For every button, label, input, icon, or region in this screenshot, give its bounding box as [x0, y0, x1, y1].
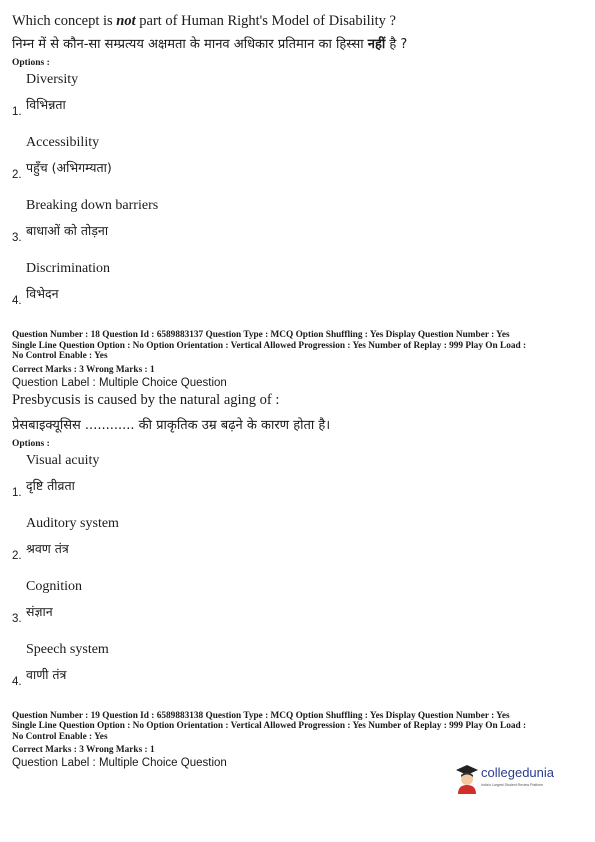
marks-line: Correct Marks : 3 Wrong Marks : 1 [12, 745, 155, 755]
option-text-en: Auditory system [26, 515, 119, 531]
option-number: 4. [12, 295, 22, 307]
question-emphasis: नहीं [367, 37, 386, 52]
question-block-2 [12, 391, 582, 701]
meta-line: Single Line Question Option : No Option Orientation : Vertical Allowed Progression : Yes Number of Replay : 999 Play On Load : [12, 721, 527, 731]
option-text-hi: दृष्टि तीव्रता [26, 477, 75, 493]
option-2[interactable] [12, 512, 582, 575]
options-label: Options : [12, 58, 50, 68]
meta-line: Question Number : 19 Question Id : 6589883138 Question Type : MCQ Option Shuffling : Yes Display Question Number : Yes [12, 710, 510, 721]
option-number: 2. [12, 549, 22, 562]
logo-tagline: India's Largest Student Review Platform [481, 783, 544, 787]
option-text-en: Accessibility [26, 135, 100, 150]
graduate-avatar-icon [455, 764, 479, 794]
question-block-1 [12, 12, 582, 320]
option-text-en: Cognition [26, 578, 83, 594]
question-emphasis: not [116, 13, 136, 29]
option-text-en: Discrimination [26, 261, 110, 276]
question-text-part: निम्न में से कौन-सा सम्प्रत्यय अक्षमता के मानव अधिकार प्रतिमान का हिस्सा [12, 37, 368, 52]
question-text-en [12, 12, 582, 30]
question-text-part: Which concept is [12, 13, 117, 29]
option-text-hi: विभिन्नता [26, 97, 66, 112]
question-text-part: है ? [385, 37, 408, 52]
meta-line: No Control Enable : Yes [12, 731, 108, 742]
option-number: 2. [12, 169, 22, 181]
option-4[interactable] [12, 638, 582, 701]
meta-line: Question Number : 18 Question Id : 6589883137 Question Type : MCQ Option Shuffling : Yes Display Question Number : Yes [12, 330, 510, 340]
question-meta-19 [12, 711, 582, 770]
option-4[interactable] [12, 257, 582, 320]
option-3[interactable] [12, 194, 582, 257]
option-number: 3. [12, 232, 22, 244]
question-meta-18 [12, 330, 582, 389]
option-text-hi: विभेदन [26, 286, 59, 301]
meta-line: No Control Enable : Yes [12, 351, 108, 361]
question-text-part: part of Human Right's Model of Disability ? [135, 13, 396, 29]
option-text-hi: बाधाओं को तोड़ना [26, 223, 109, 238]
option-number: 3. [12, 612, 22, 625]
question-text-hi [12, 36, 582, 54]
option-text-hi: पहुँच (अभिगम्यता) [26, 160, 112, 175]
question-text-en: Presbycusis is caused by the natural aging of : [12, 391, 280, 408]
option-text-hi: संज्ञान [26, 603, 53, 619]
option-number: 4. [12, 675, 22, 688]
question-label: Question Label : Multiple Choice Question [12, 376, 227, 389]
option-1[interactable] [12, 68, 582, 131]
question-label: Question Label : Multiple Choice Question [12, 757, 227, 769]
option-text-hi: श्रवण तंत्र [26, 540, 69, 556]
question-text-hi: प्रेसबाइक्यूसिस ............ की प्राकृतिक उम्र बढ़ने के कारण होता है। [12, 417, 331, 433]
option-text-en: Diversity [26, 72, 79, 87]
option-text-en: Visual acuity [26, 452, 100, 468]
option-text-en: Speech system [26, 641, 109, 657]
collegedunia-logo [455, 762, 575, 798]
marks-line: Correct Marks : 3 Wrong Marks : 1 [12, 364, 155, 375]
options-label: Options : [12, 438, 50, 449]
option-text-hi: वाणी तंत्र [26, 666, 67, 682]
option-number: 1. [12, 106, 22, 118]
logo-text: collegedunia [481, 765, 555, 780]
option-2[interactable] [12, 131, 582, 194]
option-number: 1. [12, 486, 22, 499]
option-text-en: Breaking down barriers [26, 198, 159, 213]
meta-line: Single Line Question Option : No Option Orientation : Vertical Allowed Progression : Yes Number of Replay : 999 Play On Load : [12, 340, 527, 351]
option-1[interactable] [12, 449, 582, 512]
exam-page [12, 0, 582, 769]
option-3[interactable] [12, 575, 582, 638]
